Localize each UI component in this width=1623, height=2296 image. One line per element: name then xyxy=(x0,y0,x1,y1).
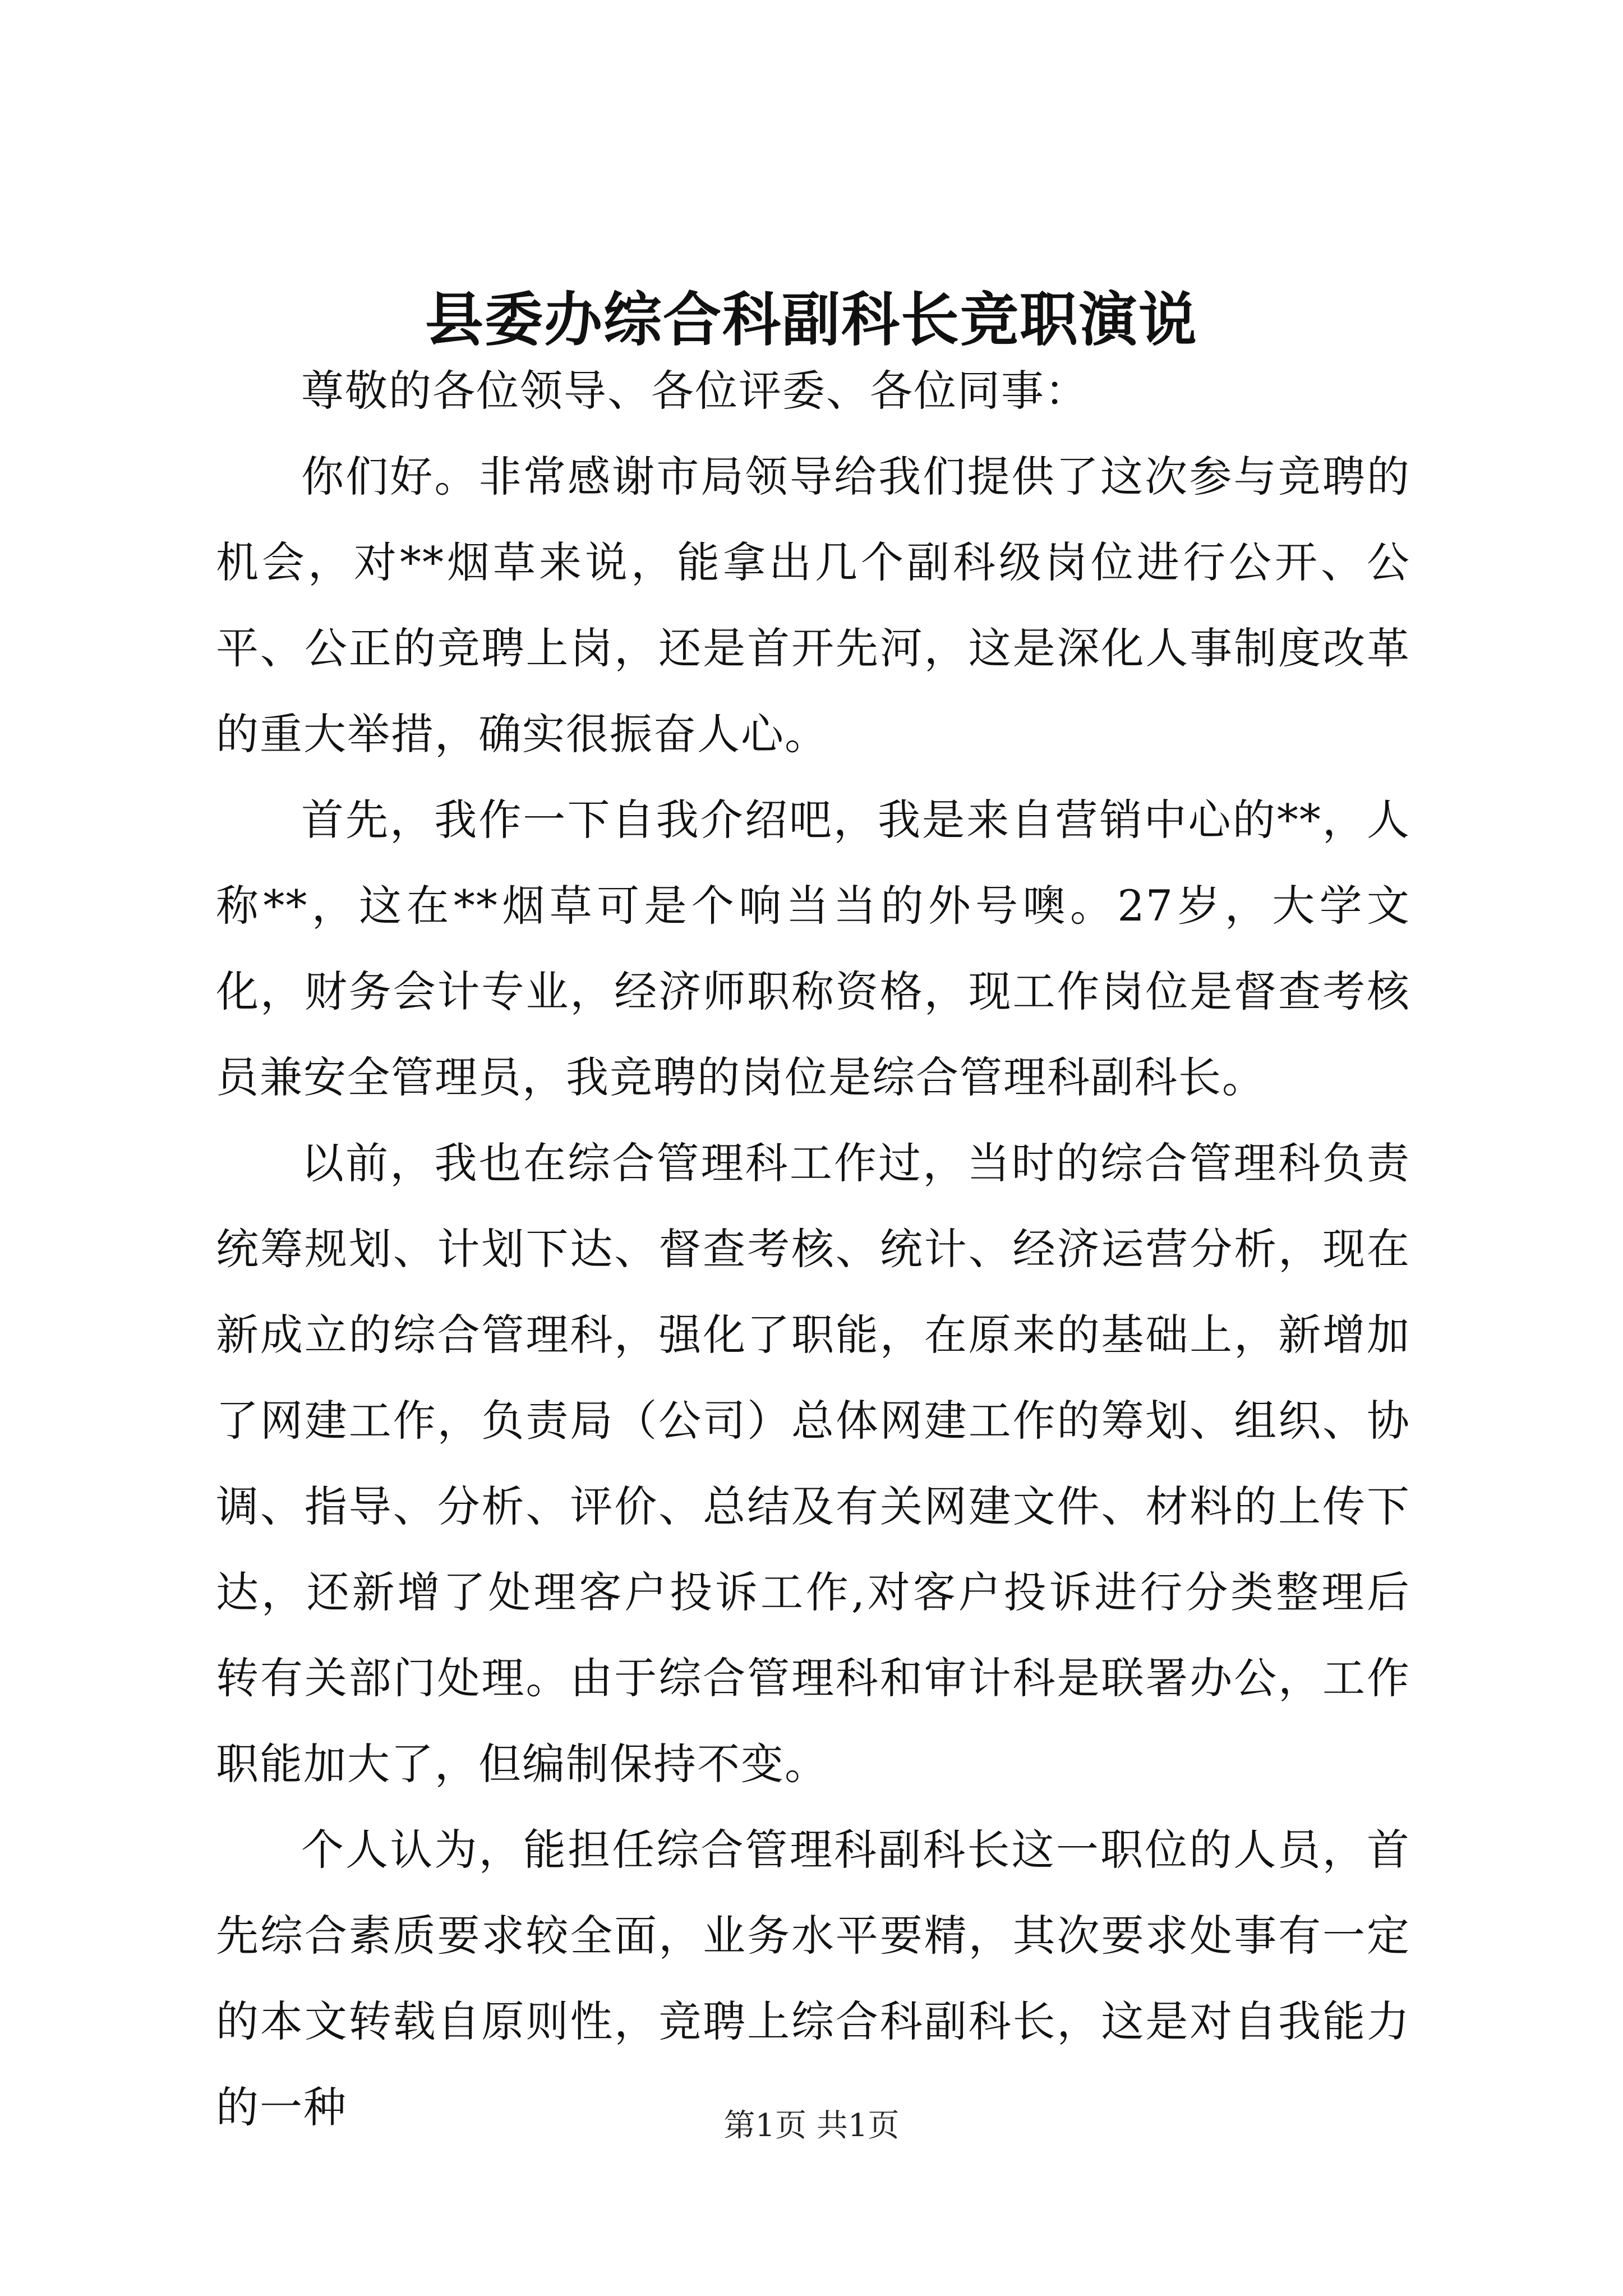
body-paragraph: 首先，我作一下自我介绍吧，我是来自营销中心的**，人称**，这在**烟草可是个响当当的外号噢。27岁，大学文化，财务会计专业，经济师职称资格，现工作岗位是督查考核员兼安全管理员，我竞聘的岗位是综合管理科副科长。 xyxy=(216,795,1410,1102)
body-paragraph: 以前，我也在综合管理科工作过，当时的综合管理科负责统筹规划、计划下达、督查考核、统计、经济运营分析，现在新成立的综合管理科，强化了职能，在原来的基础上，新增加了网建工作，负责局（公司）总体网建工作的筹划、组织、协调、指导、分析、评价、总结及有关网建文件、材料的上传下达，还新增了处理客户投诉工作,对客户投诉进行分类整理后转有关部门处理。由于综合管理科和审计科是联署办公，工作职能加大了，但编制保持不变。 xyxy=(216,1138,1410,1789)
body-paragraph: 个人认为，能担任综合管理科副科长这一职位的人员，首先综合素质要求较全面，业务水平要精，其次要求处事有一定的本文转载自原则性，竞聘上综合科副科长，这是对自我能力的一种 xyxy=(216,1825,1410,2132)
document-title: 县委办综合科副科长竞职演说 xyxy=(425,285,1198,354)
page-number-footer: 第1页 共1页 xyxy=(723,2108,900,2144)
document-body xyxy=(216,348,1410,2150)
salutation-paragraph: 尊敬的各位领导、各位评委、各位同事： xyxy=(301,366,1089,416)
body-paragraph: 你们好。非常感谢市局领导给我们提供了这次参与竞聘的机会，对**烟草来说，能拿出几个副科级岗位进行公开、公平、公正的竞聘上岗，还是首开先河，这是深化人事制度改革的重大举措，确实很振奋人心。 xyxy=(216,452,1410,759)
